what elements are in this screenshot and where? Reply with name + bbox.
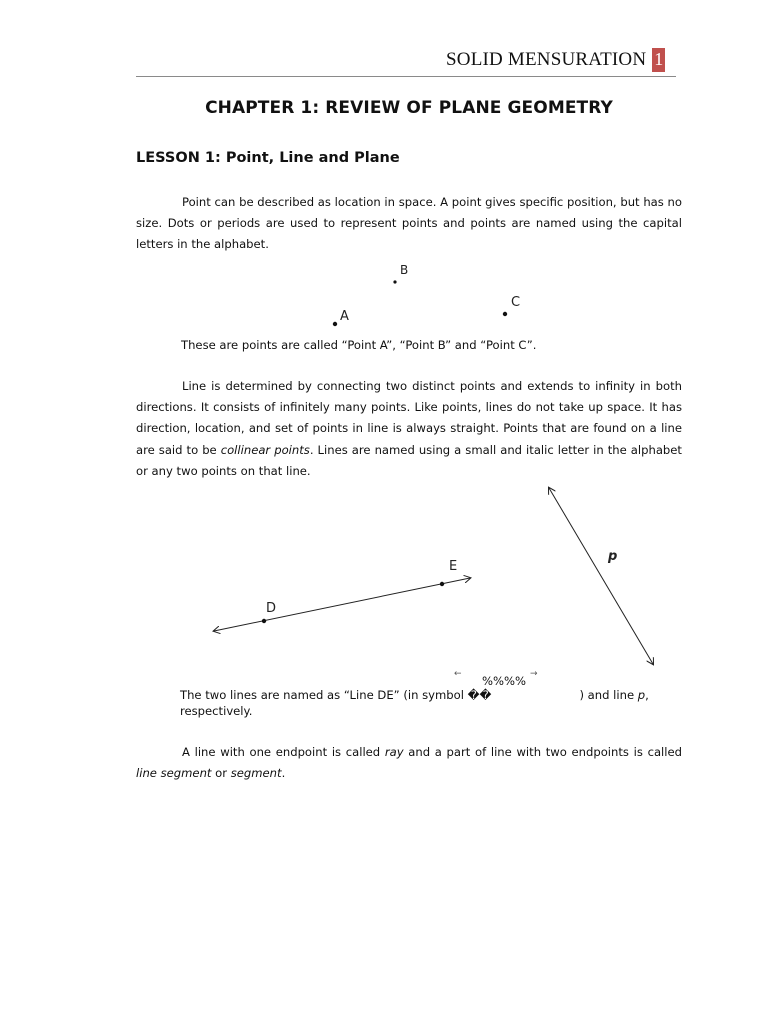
point-paragraph-text: Point can be described as location in space. A point gives specific position, but has no size. Dots or periods are used to represent points and points are named using the capital letters in the alphabet.	[136, 195, 682, 252]
page-number-badge: 1	[652, 48, 665, 72]
line-p-label: p	[608, 549, 618, 564]
ray-text-4: .	[281, 766, 286, 781]
page-header	[446, 48, 665, 72]
ray-text-1: A line with one endpoint is called	[182, 745, 385, 759]
point-b-dot	[393, 280, 396, 283]
line-paragraph-text-2: . Lines are named using a small and italic letter in the alphabet or any two points on that line.	[136, 442, 682, 478]
header-title: SOLID MENSURATION	[446, 49, 647, 70]
lines-figure	[200, 480, 670, 680]
symbol-left-arrow-icon: ←	[454, 669, 462, 679]
line-p	[549, 488, 653, 664]
point-b-label: B	[400, 263, 409, 277]
lesson-title: LESSON 1: Point, Line and Plane	[136, 150, 400, 166]
lines-caption-continued: respectively.	[180, 704, 253, 718]
header-divider	[136, 76, 676, 77]
line-paragraph-text-1: Line is determined by connecting two distinct points and extends to infinity in both directions. It consists of infinitely many points. Like points, lines do not take up space. It has direction, location, and set of points in line is always straight. Points that are found on a line are said to be	[136, 379, 682, 457]
line-segment-term: line segment	[136, 766, 212, 781]
line-paragraph	[136, 376, 682, 482]
points-caption: These are points are called “Point A”, “Point B” and “Point C”.	[181, 338, 537, 352]
point-e-label: E	[449, 559, 458, 574]
point-a-label: A	[340, 309, 349, 324]
ray-text-3: or	[211, 766, 231, 781]
ray-text-2: and a part of line with two endpoints is called	[403, 745, 682, 759]
points-figure	[320, 258, 540, 334]
lines-caption-start: The two lines are named as “Line DE” (in symbol ��	[180, 688, 492, 702]
point-d-label: D	[266, 601, 277, 616]
point-c-label: C	[511, 295, 521, 310]
line-de	[214, 578, 470, 631]
lines-caption-end: ) and line	[579, 688, 638, 702]
lines-caption	[180, 688, 649, 703]
segment-term: segment	[230, 766, 282, 781]
ray-term: ray	[384, 745, 404, 759]
point-c-dot	[503, 312, 507, 316]
point-d-dot	[262, 619, 266, 623]
ray-paragraph	[136, 742, 682, 784]
line-p-term: p	[637, 688, 646, 702]
point-a-dot	[333, 322, 337, 326]
collinear-points-term: collinear points	[220, 442, 310, 457]
lines-caption-tail: ,	[645, 688, 649, 702]
symbol-right-arrow-icon: →	[530, 669, 538, 679]
point-paragraph	[136, 192, 682, 256]
chapter-title: CHAPTER 1: REVIEW OF PLANE GEOMETRY	[205, 98, 613, 118]
point-e-dot	[440, 582, 444, 586]
line-symbol: %%%%	[482, 674, 527, 688]
